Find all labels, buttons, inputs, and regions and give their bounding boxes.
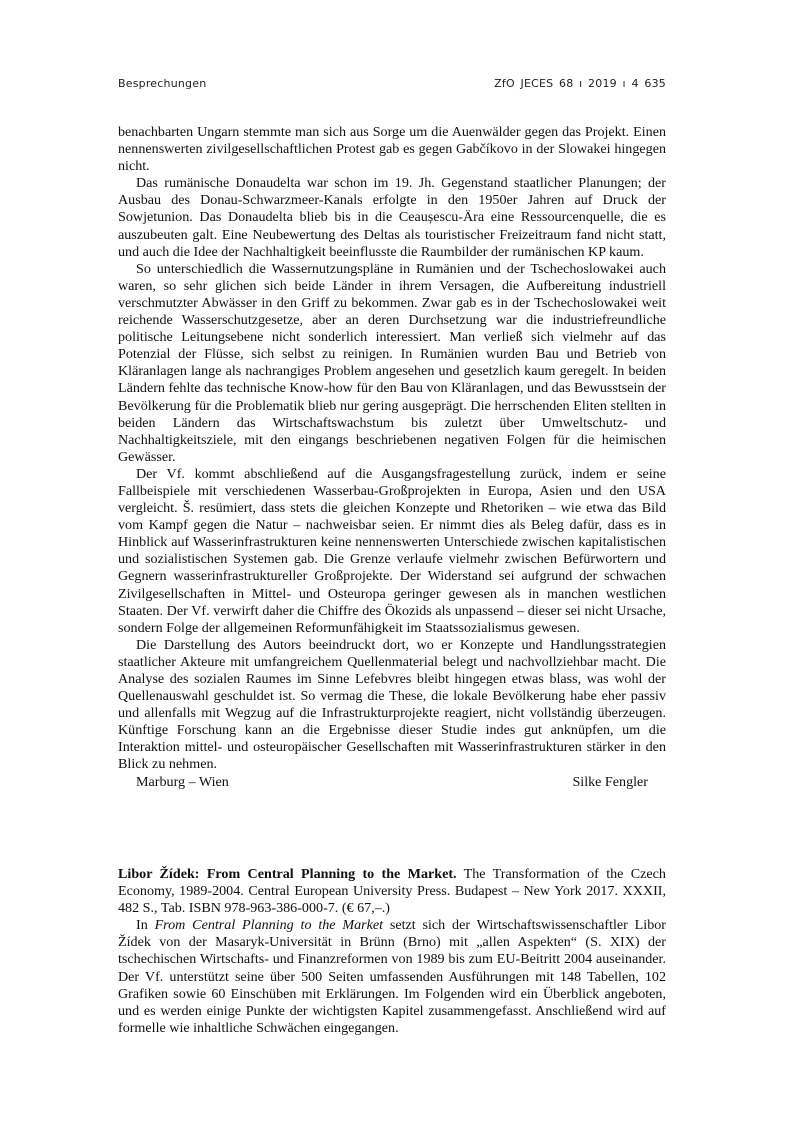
bibliographic-header bbox=[118, 866, 666, 917]
signoff bbox=[118, 774, 666, 792]
book-title-italic: From Central Planning to the Market bbox=[154, 917, 384, 934]
paragraph bbox=[118, 917, 666, 1037]
running-head bbox=[118, 77, 666, 93]
next-review bbox=[118, 866, 666, 1037]
section-title: Besprechungen bbox=[118, 77, 207, 90]
text-prefix: In bbox=[136, 917, 155, 934]
reviewer-name: Silke Fengler bbox=[572, 773, 648, 790]
text-rest: setzt sich der Wirtschaftswissenschaftler Libor Žídek von der Masaryk-Universität in Brünn (Brno) mit „allen Aspekten“ (S. XIX) der tschechischen Wirtschafts- und Finanzreformen von 1989 bis zum EU-Beitritt 2004 auseinander. Der Vf. unterstützt seine über 500 Seiten umfassenden Ausführungen mit 148 Tabellen, 102 Grafiken sowie 60 Einschüben mit Erklärungen. Im Folgenden wird ein Überblick angeboten, und es werden einige Punkte der wichtigsten Kapitel zusammengefasst. Anschließend wird auf formelle wie inhaltliche Schwächen eingegangen. bbox=[118, 917, 666, 1036]
paragraph: So unterschiedlich die Wassernutzungspläne in Rumänien und der Tschechoslowakei auch waren, so sehr glichen sich beide Länder in ihrem Versagen, die Aufbereitung industriell verschmutzter Abwässer in den Griff zu bekommen. Zwar gab es in der Tschechoslowakei weit reichende Wasserschutzgesetze, aber an deren Durchsetzung war die industriefreundliche politische Leitungsebene nicht sonderlich interessiert. Man verließ sich vielmehr auf das Potenzial der Flüsse, sich selbst zu reinigen. In Rumänien wurden Bau und Betrieb von Kläranlagen lange als nachrangiges Problem angesehen und gesetzlich kaum geregelt. In beiden Ländern fehlte das technische Know-how für den Bau von Kläranlagen, und das Bewusstsein der Bevölkerung für die Problematik blieb nur gering ausgeprägt. Die herrschenden Eliten stellten in beiden Ländern das Wirtschaftswachstum bis zuletzt über Umweltschutz- und Nachhaltigkeitsziele, mit den eingangs beschriebenen negativen Folgen für die heimischen Gewässer. bbox=[118, 260, 666, 465]
journal-issue-page: ZfO JECES 68 ı 2019 ı 4 635 bbox=[494, 77, 666, 90]
paragraph: benachbarten Ungarn stemmte man sich aus Sorge um die Auenwälder gegen das Projekt. Einen nennenswerten zivilgesellschaftlichen Protest gab es gegen Gabčíkovo in der Slowakei hingegen nicht. bbox=[118, 124, 666, 175]
paragraph: Die Darstellung des Autors beeindruckt dort, wo er Konzepte und Handlungsstrategien staatlicher Akteure mit umfangreichem Quellenmaterial belegt und nachvollziehbar macht. Die Analyse des sozialen Raumes im Sinne Lefebvres bleibt hingegen etwas blass, was wohl der Quellenauswahl geschuldet ist. So vermag die These, die lokale Bevölkerung habe eher passiv und allenfalls mit Wegzug auf die Infrastrukturprojekte reagiert, nicht vollständig überzeugen. Künftige Forschung kann an die Ergebnisse dieser Studie indes gut anknüpfen, um die Interaktion mittel- und osteuropäischer Gesellschaften mit Wasserinfrastrukturen stärker in den Blick zu nehmen. bbox=[118, 636, 666, 773]
reviewer-place: Marburg – Wien bbox=[136, 773, 229, 790]
paragraph: Das rumänische Donaudelta war schon im 19. Jh. Gegenstand staatlicher Planungen; der Ausbau des Donau-Schwarzmeer-Kanals erfolgte in den 1950er Jahren auf Druck der Sowjetunion. Das Donaudelta blieb bis in die Ceaușescu-Ära eine Ressourcenquelle, die es auszubeuten galt. Eine Neubewertung des Deltas als touristischer Freizeitraum fand nicht statt, und auch die Idee der Nachhaltigkeit beeinflusste die Raumbilder der rumänischen KP kaum. bbox=[118, 175, 666, 260]
review-body bbox=[118, 124, 666, 792]
book-author-title: Libor Žídek: From Central Planning to the Market. bbox=[118, 866, 457, 882]
book-details: The Transformation of the Czech Economy, 1989-2004. Central European University Press. Budapest – New York 2017. XXXII, 482 S., Tab. ISBN 978-963-386-000-7. (€ 67,–.) bbox=[118, 866, 666, 917]
paragraph: Der Vf. kommt abschließend auf die Ausgangsfragestellung zurück, indem er seine Fallbeispiele mit verschiedenen Wasserbau-Großprojekten in Europa, Asien und den USA vergleicht. Š. resümiert, dass stets die gleichen Konzepte und Rhetoriken – wie etwa das Bild vom Kampf gegen die Natur – nachweisbar seien. Er nimmt dies als Beleg dafür, dass es in Hinblick auf Wasserinfrastrukturen keine nennenswerten Unterschiede zwischen kapitalistischen und sozialistischen Systemen gab. Die Grenze verlaufe vielmehr zwischen Befürwortern und Gegnern wasserinfrastruktureller Großprojekte. Der Widerstand sei aufgrund der schwachen Zivilgesellschaften in Mittel- und Osteuropa geringer gewesen als in manchen westlichen Staaten. Der Vf. verwirft daher die Chiffre des Ökozids als unpassend – dieser sei nicht Ursache, sondern Folge der allgemeinen Reformunfähigkeit im Staatssozialismus gewesen. bbox=[118, 465, 666, 636]
